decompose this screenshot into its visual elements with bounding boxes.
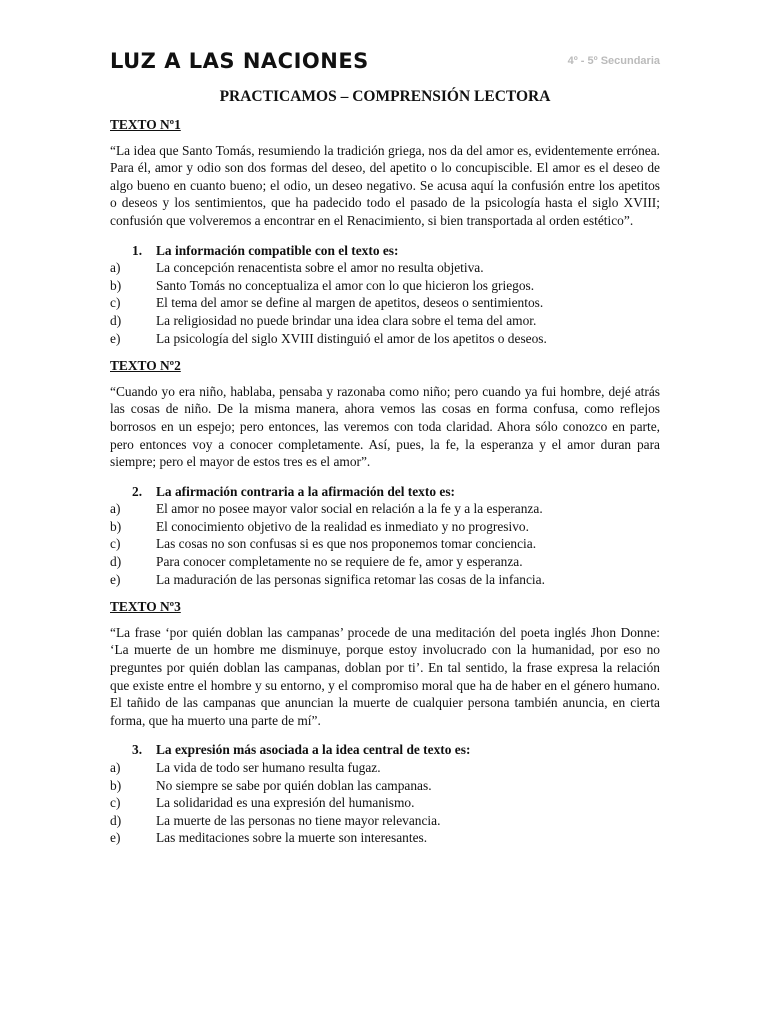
option-text: El tema del amor se define al margen de apetitos, deseos o sentimientos.: [156, 295, 544, 311]
answer-option: [110, 330, 660, 348]
option-text: Para conocer completamente no se requiere de fe, amor y esperanza.: [156, 554, 523, 570]
answer-option: [110, 518, 660, 536]
text-section-3: [110, 598, 660, 847]
document-title: PRACTICAMOS – COMPRENSIÓN LECTORA: [219, 88, 551, 105]
option-letter: a): [110, 260, 121, 276]
option-text: La psicología del siglo XVIII distinguió el amor de los apetitos o deseos.: [156, 330, 547, 346]
reading-passage: “La idea que Santo Tomás, resumiendo la tradición griega, nos da del amor es, evidentemente errónea. Para él, amor y odio son dos formas del deseo, del apetito o lo concupiscible. El amor es el deseo de algo bueno en cuanto bueno; el odio, un deseo negativo. Se acusa aquí la confusión entre los apetitos o deseos y los sentimientos, que ha padecido todo el pasado de la psicología hasta el siglo XVIII; confusión que volveremos a encontrar en el Renacimiento, si bien transportada al orden estético”.: [110, 142, 660, 228]
answer-options: [110, 259, 660, 347]
option-letter: b): [110, 777, 122, 793]
option-letter: d): [110, 554, 122, 570]
option-text: La muerte de las personas no tiene mayor relevancia.: [156, 812, 441, 828]
option-letter: d): [110, 312, 122, 328]
question-text: La información compatible con el texto es:: [156, 242, 399, 258]
answer-option: [110, 759, 660, 777]
reading-passage: “Cuando yo era niño, hablaba, pensaba y razonaba como niño; pero cuando ya fui hombre, dejé atrás las cosas de niño. De la misma manera, ahora vemos las cosas en forma confusa, como reflejos borrosos en un espejo; pero entonces, las veremos con toda claridad. Ahora sólo conozco en parte, pero entonces voy a conocer completamente. Así, pues, la fe, la esperanza y el amor duran para siempre; pero el mayor de estos tres es el amor”.: [110, 383, 660, 470]
document-body: [110, 116, 660, 857]
section-label: TEXTO Nº3: [110, 599, 181, 615]
option-letter: c): [110, 536, 121, 552]
question-text: La afirmación contraria a la afirmación del texto es:: [156, 483, 455, 499]
option-letter: b): [110, 518, 122, 534]
option-text: La solidaridad es una expresión del humanismo.: [156, 795, 415, 811]
answer-option: [110, 553, 660, 571]
question-number: 1.: [132, 242, 143, 258]
answer-option: [110, 829, 660, 847]
answer-option: [110, 312, 660, 330]
option-text: La concepción renacentista sobre el amor no resulta objetiva.: [156, 260, 484, 276]
option-text: No siempre se sabe por quién doblan las campanas.: [156, 777, 432, 793]
option-text: El amor no posee mayor valor social en relación a la fe y a la esperanza.: [156, 501, 543, 517]
option-letter: a): [110, 501, 121, 517]
option-text: Las meditaciones sobre la muerte son interesantes.: [156, 830, 428, 846]
text-section-2: [110, 357, 660, 588]
question: [110, 242, 660, 260]
reading-passage: “La frase ‘por quién doblan las campanas’ procede de una meditación del poeta inglés Jhon Donne: ‘La muerte de un hombre me disminuye, porque estoy involucrado con la humanidad, por eso no preguntes por quién doblan las campanas, doblan por ti’. En tal sentido, la frase expresa la relación que existe entre el hombre y su entorno, y el compromiso moral que ha de haber en el género humano. El tañido de las campanas que anuncian la muerte de cualquier persona también anuncia, en cierta forma, que ha muerto una parte de mí”.: [110, 624, 660, 728]
option-text: Santo Tomás no conceptualiza el amor con lo que hicieron los griegos.: [156, 277, 535, 293]
school-name: LUZ A LAS NACIONES: [110, 49, 369, 73]
answer-option: [110, 777, 660, 795]
option-letter: e): [110, 330, 121, 346]
answer-option: [110, 259, 660, 277]
page-header: [110, 48, 660, 74]
option-letter: b): [110, 277, 122, 293]
option-letter: a): [110, 760, 121, 775]
option-text: La maduración de las personas significa retomar las cosas de la infancia.: [156, 571, 545, 587]
question: [110, 483, 660, 501]
answer-options: [110, 759, 660, 847]
option-text: La vida de todo ser humano resulta fugaz.: [156, 760, 381, 775]
section-label: TEXTO Nº2: [110, 358, 181, 374]
answer-options: [110, 500, 660, 588]
question-text: La expresión más asociada a la idea central de texto es:: [156, 742, 471, 758]
option-text: El conocimiento objetivo de la realidad es inmediato y no progresivo.: [156, 518, 529, 534]
question: [110, 741, 660, 759]
grade-label: 4º - 5º Secundaria: [567, 55, 660, 67]
question-number: 3.: [132, 742, 143, 758]
answer-option: [110, 812, 660, 830]
question-number: 2.: [132, 483, 143, 499]
section-label: TEXTO Nº1: [110, 117, 181, 132]
answer-option: [110, 294, 660, 312]
option-text: Las cosas no son confusas si es que nos proponemos tomar conciencia.: [156, 536, 537, 552]
answer-option: [110, 571, 660, 589]
option-letter: c): [110, 795, 121, 811]
answer-option: [110, 500, 660, 518]
option-letter: c): [110, 295, 121, 311]
answer-option: [110, 277, 660, 295]
option-letter: e): [110, 571, 121, 587]
text-section-1: [110, 116, 660, 347]
answer-option: [110, 535, 660, 553]
option-letter: e): [110, 830, 121, 846]
option-letter: d): [110, 812, 122, 828]
option-text: La religiosidad no puede brindar una idea clara sobre el tema del amor.: [156, 312, 537, 328]
answer-option: [110, 794, 660, 812]
